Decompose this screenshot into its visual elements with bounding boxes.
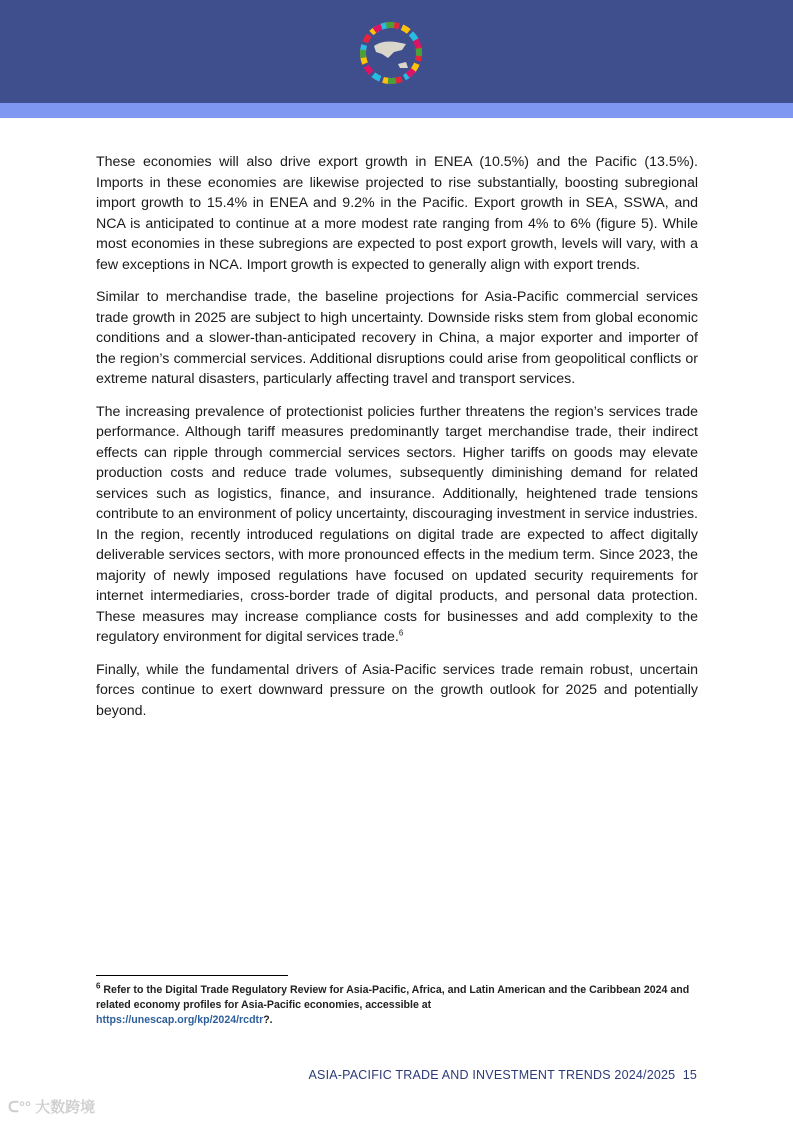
page-footer (309, 1068, 698, 1082)
body-text (96, 152, 698, 733)
watermark-icon: ᑕ°° (8, 1099, 31, 1116)
page-number: 15 (682, 1068, 697, 1082)
escap-logo-icon (358, 20, 424, 86)
footnote-reference[interactable]: 6 (398, 628, 404, 638)
header-accent-band (0, 103, 793, 118)
paragraph: Finally, while the fundamental drivers of Asia-Pacific services trade remain robust, uncertain forces continue to exert downward pressure on the growth outlook for 2025 and potentially beyond. (96, 661, 698, 719)
paragraph: Similar to merchandise trade, the baseline projections for Asia-Pacific commercial services trade growth in 2025 are subject to high uncertainty. Downside risks stem from global economic conditions and a slower-than-anticipated recovery in China, a major exporter and importer of the region’s commercial services. Additional disruptions could arise from geopolitical conflicts or extreme natural disasters, particularly affecting travel and transport services. (96, 289, 698, 387)
header-bar (0, 0, 793, 103)
footnote-divider (96, 975, 288, 976)
footer-title: ASIA-PACIFIC TRADE AND INVESTMENT TRENDS 2024/2025 (308, 1068, 676, 1082)
paragraph: The increasing prevalence of protectionist policies further threatens the region’s services trade performance. Although tariff measures predominantly target merchandise trade, their indirect effects can ripple through commercial services sectors. Higher tariffs on goods may elevate production costs and reduce trade volumes, subsequently diminishing demand for related services such as logistics, finance, and insurance. Additionally, heightened trade tensions contribute to an environment of policy uncertainty, discouraging investment in service industries. In the region, recently introduced regulations on digital trade are expected to affect digitally deliverable services sectors, with more pronounced effects in the medium term. Since 2023, the majority of newly imposed regulations have focused on updated security requirements for internet intermediaries, cross-border trade of digital products, and personal data protection. These measures may increase compliance costs for businesses and add complexity to the regulatory environment for digital services trade.$^6$ (96, 403, 698, 645)
paragraph: These economies will also drive export growth in ENEA (10.5%) and the Pacific (13.5%). Imports in these economies are likewise projected to rise substantially, boosting subregional import growth to 15.4% in ENEA and 9.2% in the Pacific. Export growth in SEA, SSWA, and NCA is anticipated to continue at a more modest rate ranging from 4% to 6% (figure 5). While most economies in these subregions are expected to post export growth, levels will vary, with a few exceptions in NCA. Import growth is expected to generally align with export trends. (96, 154, 698, 273)
footnote: $^6$ Refer to the Digital Trade Regulatory Review for Asia-Pacific, Africa, and Latin American and the Caribbean 2024 and related economy profiles for Asia-Pacific economies, accessible at https://unescap.org/kp/2024/rcdtr?. (96, 981, 690, 1026)
footnote-link[interactable]: https://unescap.org/kp/2024/rcdtr (96, 1014, 264, 1026)
watermark-logo: ᑕ°° 大数跨境 (8, 1099, 96, 1116)
